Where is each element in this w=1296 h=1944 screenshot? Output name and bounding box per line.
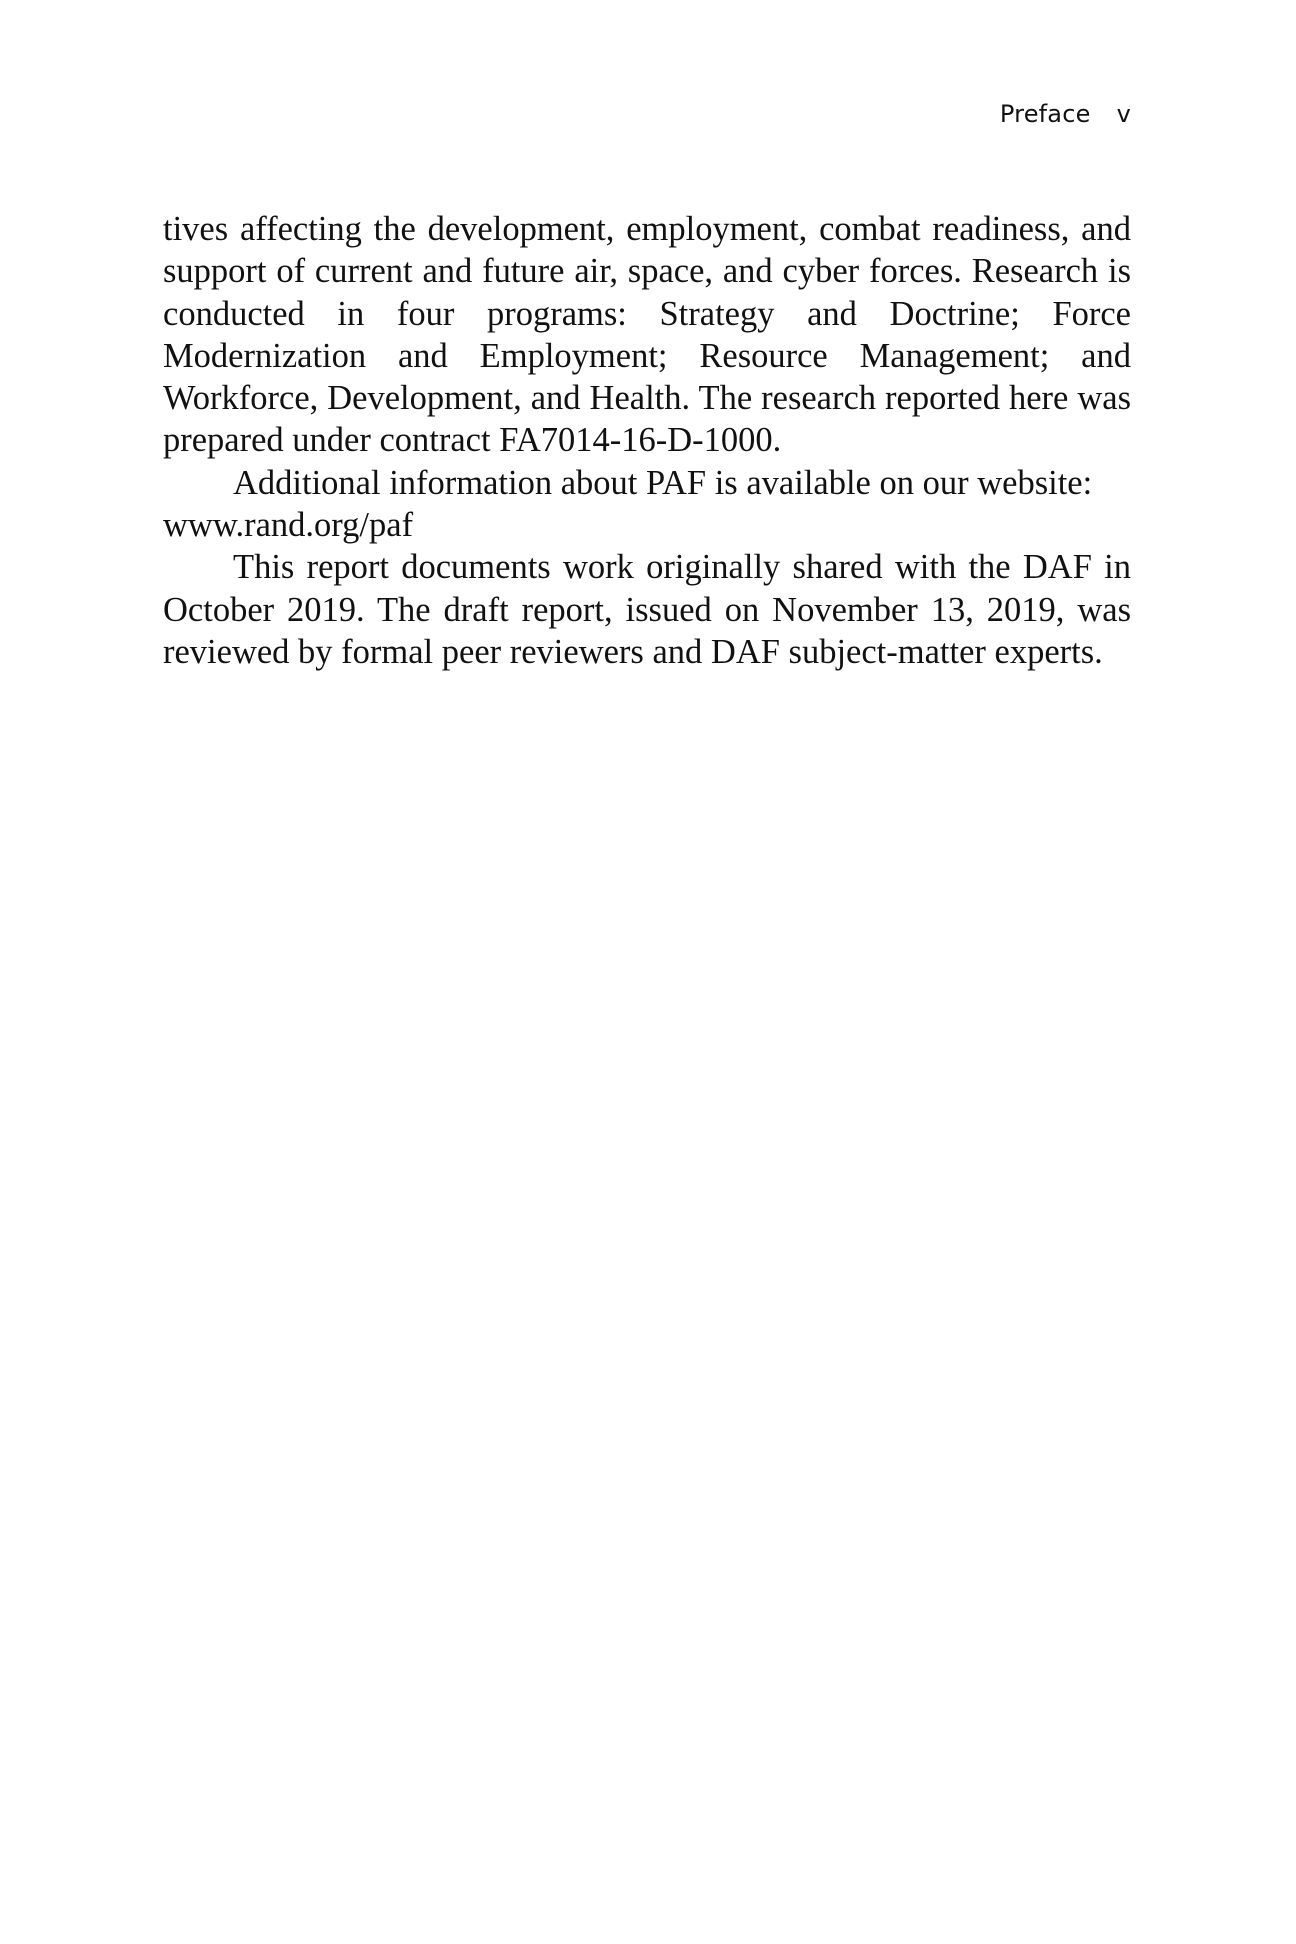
- paragraph-website: [163, 462, 1131, 547]
- body-text: [163, 208, 1131, 673]
- website-link[interactable]: www.rand.org/paf: [163, 506, 414, 545]
- paragraph-programs: tives affecting the development, employment, combat readiness, and support of current and future air, space, and cyber forces. Research is conducted in four programs: Strategy and Doctrine; Force Modernization and Employment; Resource Management; and Workforce, Development, and Health. The research reported here was prepared under contract FA7014-16-D-1000.: [163, 210, 1131, 460]
- paragraph-review: This report documents work originally shared with the DAF in October 2019. The draft report, issued on November 13, 2019, was reviewed by formal peer reviewers and DAF subject-matter experts.: [163, 548, 1131, 671]
- section-title: Preface: [999, 100, 1091, 128]
- paragraph-website-text: Additional information about PAF is available on our website:: [233, 463, 1093, 502]
- running-header: [1000, 100, 1131, 128]
- page-number: v: [1116, 100, 1131, 128]
